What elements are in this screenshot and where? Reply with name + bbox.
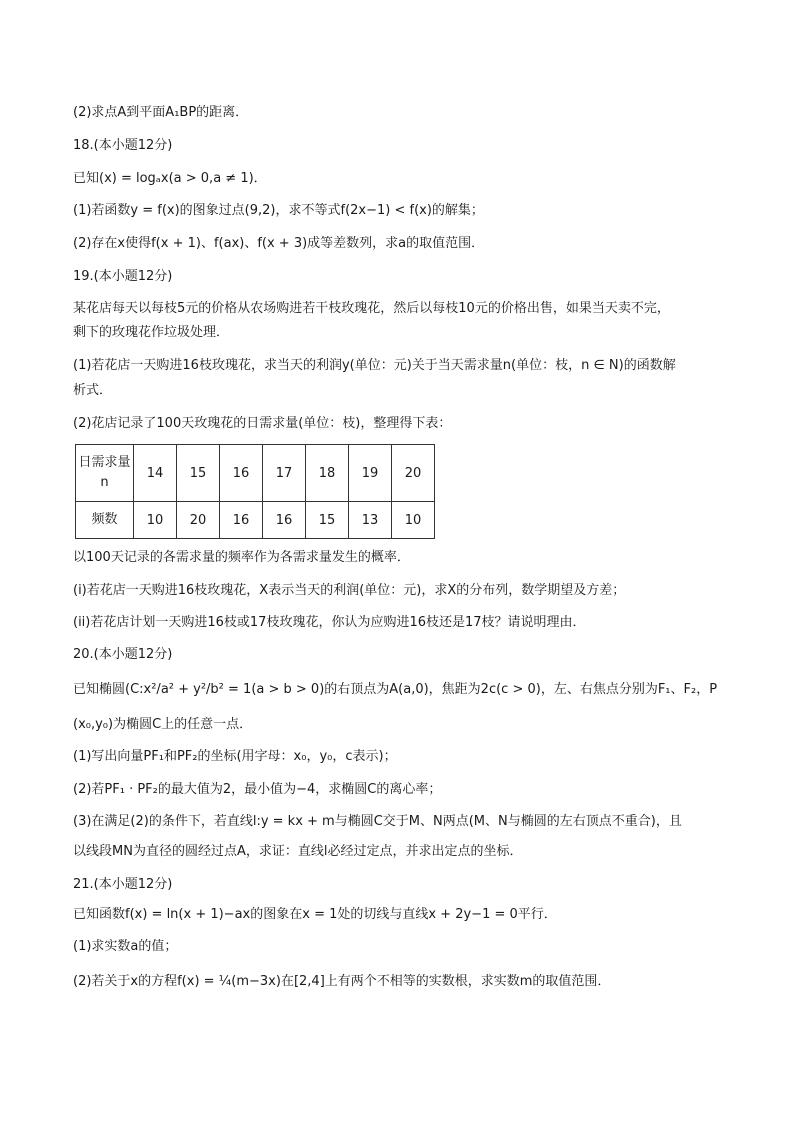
text-line: 析式． xyxy=(73,383,113,398)
text-line: (1)若花店一天购进16枝玫瑰花，求当天的利润y(单位：元)关于当天需求量n(单位：枝，n ∈ N)的函数解 xyxy=(73,358,676,373)
text-line: (x₀,y₀)为椭圆C上的任意一点． xyxy=(73,717,253,732)
question-header-20: 20.(本小题12分) xyxy=(73,647,173,662)
question-header-21: 21.(本小题12分) xyxy=(73,877,173,892)
text-line: (i)若花店一天购进16枝玫瑰花，X表示当天的利润(单位：元)，求X的分布列，数学期望及方差； xyxy=(73,583,626,598)
table-cell: 10 xyxy=(392,502,435,539)
table-cell: 10 xyxy=(134,502,177,539)
text-line: (2)花店记录了100天玫瑰花的日需求量(单位：枝)，整理得下表： xyxy=(73,416,452,431)
text-line: 已知椭圆(C:x²/a² + y²/b² = 1(a > b > 0)的右顶点为A(a,0)，焦距为2c(c > 0)，左、右焦点分别为F₁、F₂，P xyxy=(73,682,718,697)
text-line: (1)若函数y = f(x)的图象过点(9,2)，求不等式f(2x−1) < f(x)的解集； xyxy=(73,203,484,218)
text-line: (2)存在x使得f(x + 1)、f(ax)、f(x + 3)成等差数列，求a的取值范围． xyxy=(73,236,485,251)
text-line: (3)在满足(2)的条件下，若直线l:y = kx + m与椭圆C交于M、N两点(M、N与椭圆的左右顶点不重合)，且 xyxy=(73,814,682,829)
text-line: (ii)若花店计划一天购进16枝或17枝玫瑰花，你认为应购进16枝还是17枝？请说明理由． xyxy=(73,615,586,630)
text-line: 以100天记录的各需求量的频率作为各需求量发生的概率． xyxy=(73,550,410,565)
text-line: (1)写出向量PF₁和PF₂的坐标(用字母：x₀，y₀，c表示)； xyxy=(73,749,397,764)
table-cell: 13 xyxy=(349,502,392,539)
table-cell: 16 xyxy=(220,502,263,539)
question-header-19: 19.(本小题12分) xyxy=(73,269,173,284)
text-line: (2)若PF₁ · PF₂的最大值为2，最小值为−4，求椭圆C的离心率； xyxy=(73,782,442,797)
table-cell: 18 xyxy=(306,445,349,502)
text-line: (2)若关于x的方程f(x) = ¼(m−3x)在[2,4]上有两个不相等的实数根，求实数m的取值范围． xyxy=(73,974,611,989)
table-cell: 19 xyxy=(349,445,392,502)
table-cell: 15 xyxy=(306,502,349,539)
table-cell: 15 xyxy=(177,445,220,502)
table-cell: 14 xyxy=(134,445,177,502)
text-line: (1)求实数a的值； xyxy=(73,939,178,954)
text-line: 某花店每天以每枝5元的价格从农场购进若干枝玫瑰花，然后以每枝10元的价格出售，如果当天卖不完， xyxy=(73,301,670,316)
table-cell: 17 xyxy=(263,445,306,502)
text-line: (2)求点A到平面A₁BP的距离． xyxy=(73,105,249,120)
text-line: 已知函数f(x) = ln(x + 1)−ax的图象在x = 1处的切线与直线x + 2y−1 = 0平行． xyxy=(73,907,557,922)
table-head-cell: 频数 xyxy=(76,502,134,539)
question-header-18: 18.(本小题12分) xyxy=(73,138,173,153)
table-cell: 16 xyxy=(220,445,263,502)
table-cell: 20 xyxy=(177,502,220,539)
table-row xyxy=(76,445,435,502)
text-line: 已知(x) = logₐx(a > 0,a ≠ 1)． xyxy=(73,171,267,186)
table-head-cell: 日需求量n xyxy=(76,445,134,502)
table-cell: 20 xyxy=(392,445,435,502)
table-cell: 16 xyxy=(263,502,306,539)
frequency-table xyxy=(75,444,435,539)
text-line: 以线段MN为直径的圆经过点A，求证：直线l必经过定点，并求出定点的坐标． xyxy=(73,844,523,859)
text-line: 剩下的玫瑰花作垃圾处理． xyxy=(73,325,230,340)
table-row xyxy=(76,502,435,539)
